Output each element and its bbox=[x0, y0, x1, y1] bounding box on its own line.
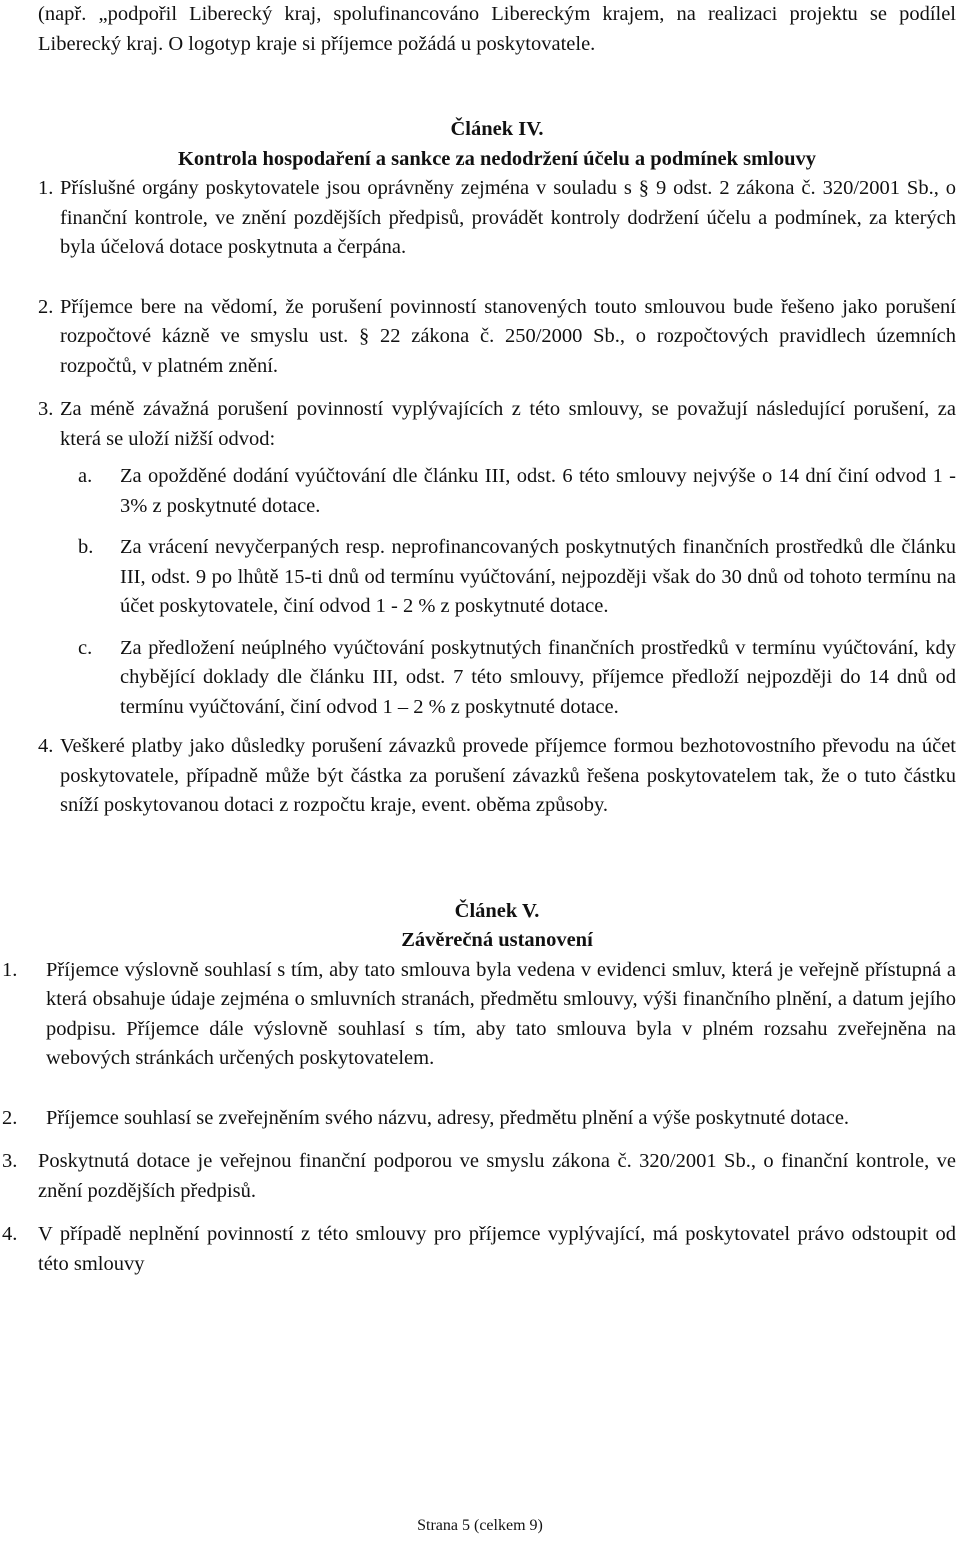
art4-subitem-a bbox=[78, 462, 956, 521]
article-4-subtitle: Kontrola hospodaření a sankce za nedodržení účelu a podmínek smlouvy bbox=[177, 147, 817, 170]
item-number: 1. bbox=[2, 958, 18, 981]
item-text: Příjemce souhlasí se zveřejněním svého názvu, adresy, předmětu plnění a výše poskytnuté dotace. bbox=[46, 1106, 850, 1129]
subitem-letter: c. bbox=[78, 636, 93, 659]
art4-item-2 bbox=[38, 293, 956, 382]
art4-item-4 bbox=[38, 732, 956, 821]
item-number: 2. bbox=[2, 1106, 18, 1129]
art5-item-4 bbox=[2, 1220, 956, 1279]
art5-item-3 bbox=[2, 1147, 956, 1206]
item-text: Příjemce bere na vědomí, že porušení povinností stanovených touto smlouvou bude řešeno jako porušení rozpočtové kázně ve smyslu ust. § 22 zákona č. 250/2000 Sb., o rozpočtových pravidlech územních rozpočtů, v platném znění. bbox=[60, 295, 956, 377]
item-number: 4. bbox=[2, 1223, 18, 1245]
item-number: 4. bbox=[38, 735, 54, 757]
art5-item-1 bbox=[2, 956, 956, 1074]
item-number: 2. bbox=[38, 295, 54, 318]
art4-subitem-c bbox=[78, 634, 956, 723]
item-text: Příjemce výslovně souhlasí s tím, aby tato smlouva byla vedena v evidenci smluv, která je veřejně přístupná a která obsahuje údaje zejména o smluvních stranách, předmětu smlouvy, výši finančního plnění, a datum jejího podpisu. Příjemce dále výslovně souhlasí s tím, aby tato smlouva byla v plném rozsahu zveřejněna na webových stránkách určených poskytovatelem. bbox=[46, 958, 956, 1069]
subitem-text: Za opožděné dodání vyúčtování dle článku III, odst. 6 této smlouvy nejvýše o 14 dní činí odvod 1 - 3% z poskytnuté dotace. bbox=[120, 465, 956, 517]
item-text: V případě neplnění povinností z této smlouvy pro příjemce vyplývající, má poskytovatel právo odstoupit od této smlouvy bbox=[38, 1223, 956, 1275]
subitem-text: Za vrácení nevyčerpaných resp. neprofinancovaných poskytnutých finančních prostředků dle článku III, odst. 9 po lhůtě 15-ti dnů od termínu vyúčtování, nejpozději však do 30 dnů od tohoto termínu na účet poskytovatele, činí odvod 1 - 2 % z poskytnuté dotace. bbox=[120, 536, 956, 617]
intro-paragraph: (např. „podpořil Liberecký kraj, spolufinancováno Libereckým krajem, na realizaci projektu se podílel Liberecký kraj. O logotyp kraje si příjemce požádá u poskytovatele. bbox=[38, 3, 956, 55]
item-text: Poskytnutá dotace je veřejnou finanční podporou ve smyslu zákona č. 320/2001 Sb., o finanční kontrole, ve znění pozdějších předpisů. bbox=[38, 1150, 956, 1202]
item-number: 3. bbox=[2, 1150, 18, 1172]
subitem-letter: a. bbox=[78, 465, 93, 487]
art4-subitem-b bbox=[78, 533, 956, 622]
article-5-title: Článek V. bbox=[454, 899, 540, 922]
item-text: Příslušné orgány poskytovatele jsou oprávněny zejména v souladu s § 9 odst. 2 zákona č. 320/2001 Sb., o finanční kontrole, ve znění pozdějších předpisů, provádět kontroly dodržení účelu a podmínek, za kterých byla účelová dotace poskytnuta a čerpána. bbox=[60, 177, 956, 258]
article-4-title: Článek IV. bbox=[450, 118, 544, 140]
subitem-letter: b. bbox=[78, 536, 94, 558]
item-number: 3. bbox=[38, 398, 54, 420]
document-page bbox=[2, 0, 956, 1279]
art4-item-3 bbox=[38, 395, 956, 454]
art4-item-1 bbox=[38, 174, 956, 263]
subitem-text: Za předložení neúplného vyúčtování poskytnutých finančních prostředků v termínu vyúčtování, kdy chybějící doklady dle článku III, odst. 7 této smlouvy, příjemce předloží nejpozději do 14 dnů od termínu vyúčtování, činí odvod 1 – 2 % z poskytnuté dotace. bbox=[120, 636, 956, 718]
art5-item-2 bbox=[2, 1104, 956, 1134]
item-text: Veškeré platby jako důsledky porušení závazků provede příjemce formou bezhotovostního převodu na účet poskytovatele, případně může být částka za porušení závazků řešena poskytovatelem tak, že o tuto částku sníží poskytovanou dotaci z rozpočtu kraje, event. oběma způsoby. bbox=[60, 735, 956, 816]
item-number: 1. bbox=[38, 177, 54, 199]
item-text: Za méně závažná porušení povinností vyplývajících z této smlouvy, se považují následující porušení, za která se uloží nižší odvod: bbox=[60, 398, 956, 450]
article-5-subtitle: Závěrečná ustanovení bbox=[401, 929, 593, 951]
page-footer: Strana 5 (celkem 9) bbox=[417, 1517, 543, 1534]
